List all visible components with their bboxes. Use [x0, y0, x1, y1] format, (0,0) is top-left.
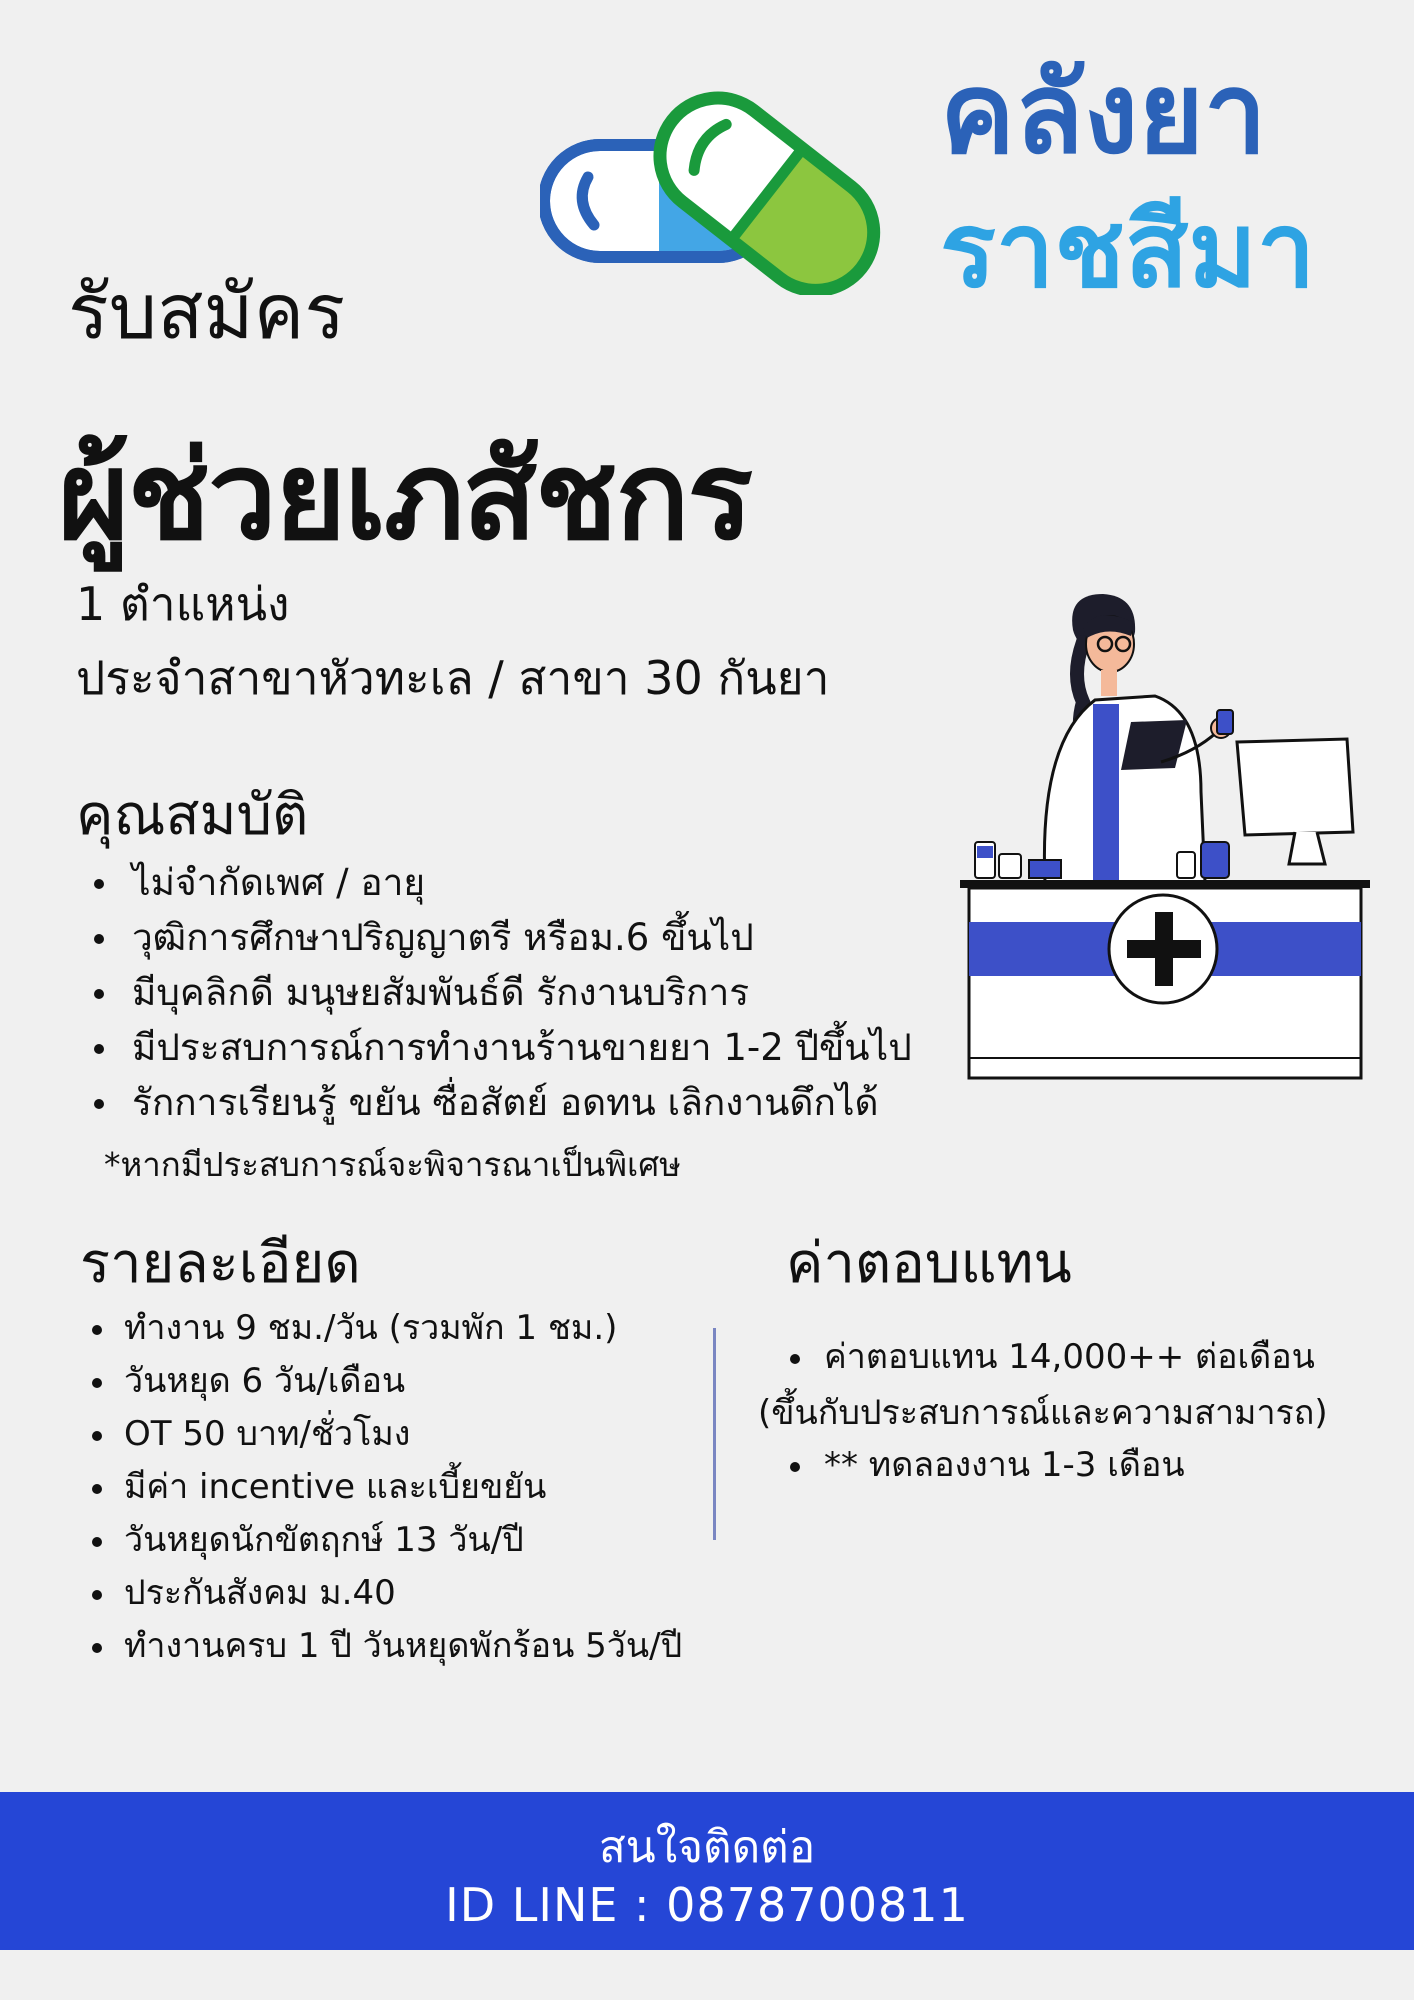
contact-banner — [0, 1792, 1414, 1950]
salary-note: (ขึ้นกับประสบการณ์และความสามารถ) — [758, 1393, 1328, 1433]
list-item: วันหยุดนักขัตฤกษ์ 13 วัน/ปี — [88, 1514, 682, 1567]
qualifications-heading: คุณสมบัติ — [76, 783, 309, 848]
list-item: วันหยุด 6 วัน/เดือน — [88, 1355, 682, 1408]
apply-label: รับสมัคร — [68, 267, 346, 356]
positions-count: 1 ตำแหน่ง — [76, 577, 290, 631]
list-item: ประกันสังคม ม.40 — [88, 1567, 682, 1620]
line-id-text[interactable]: ID LINE : 0878700811 — [445, 1878, 969, 1932]
pharmacist-at-counter-icon — [955, 592, 1375, 1082]
list-item: มีประสบการณ์การทำงานร้านขายยา 1-2 ปีขึ้นไป — [90, 1020, 912, 1075]
brand-name-line1: คลังยา — [940, 49, 1267, 179]
list-item: OT 50 บาท/ชั่วโมง — [88, 1408, 682, 1461]
capsule-pill-icon — [540, 55, 920, 295]
details-heading: รายละเอียด — [80, 1231, 361, 1296]
column-divider — [713, 1328, 716, 1540]
details-list — [88, 1302, 682, 1673]
salary-item: ค่าตอบแทน 14,000++ ต่อเดือน — [786, 1330, 1315, 1384]
list-item: วุฒิการศึกษาปริญญาตรี หรือม.6 ขึ้นไป — [90, 910, 912, 965]
list-item: มีบุคลิกดี มนุษยสัมพันธ์ดี รักงานบริการ — [90, 965, 912, 1020]
contact-title: สนใจติดต่อ — [598, 1822, 816, 1873]
qualifications-note: *หากมีประสบการณ์จะพิจารณาเป็นพิเศษ — [104, 1145, 681, 1184]
probation-item: ** ทดลองงาน 1-3 เดือน — [786, 1438, 1315, 1492]
list-item: ทำงานครบ 1 ปี วันหยุดพักร้อน 5วัน/ปี — [88, 1620, 682, 1673]
job-title: ผู้ช่วยเภสัชกร — [58, 425, 752, 567]
list-item: มีค่า incentive และเบี้ยขยัน — [88, 1461, 682, 1514]
list-item: ทำงาน 9 ชม./วัน (รวมพัก 1 ชม.) — [88, 1302, 682, 1355]
branches-text: ประจำสาขาหัวทะเล / สาขา 30 กันยา — [76, 651, 830, 705]
compensation-heading: ค่าตอบแทน — [786, 1231, 1072, 1296]
list-item: รักการเรียนรู้ ขยัน ซื่อสัตย์ อดทน เลิกงานดึกได้ — [90, 1075, 912, 1130]
list-item: ไม่จำกัดเพศ / อายุ — [90, 855, 912, 910]
qualifications-list — [90, 855, 912, 1130]
brand-name-line2: ราชสีมา — [940, 189, 1316, 311]
